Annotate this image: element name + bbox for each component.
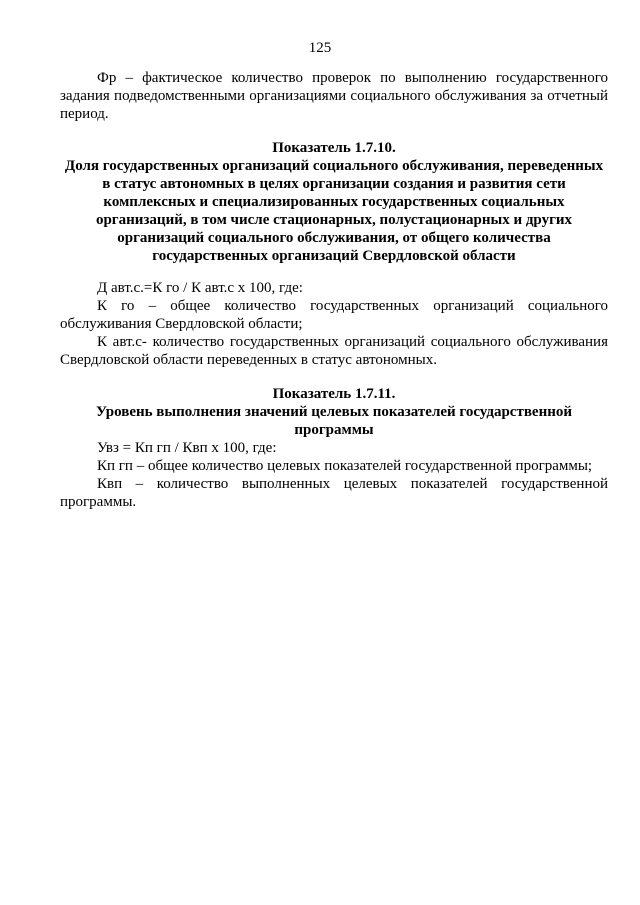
indicator-1-7-11-definition-kpgp: Кп гп – общее количество целевых показателей государственной программы;	[97, 458, 593, 474]
indicator-1-7-11-title: Уровень выполнения значений целевых показателей государственной программы	[95, 404, 573, 438]
indicator-1-7-10-formula: Д авт.с.=К го / К авт.с х 100, где:	[97, 280, 303, 296]
fr-definition-paragraph: Фр – фактическое количество проверок по выполнению государственного задания подведомственными организациями социального обслуживания за отчетный период.	[60, 70, 608, 122]
page-number: 125	[308, 40, 332, 56]
indicator-1-7-10-title: Доля государственных организаций социального обслуживания, переведенных в статус автономных в целях организации создания и развития сети комплексных и специализированных государственных социальных организаций, в том числе стационарных, полустационарных и других организаций социального обслуживания, от общего количества государственных организаций Свердловской области	[64, 158, 604, 264]
indicator-1-7-11-formula: Увз = Кп гп / Квп х 100, где:	[97, 440, 277, 456]
indicator-1-7-11-label: Показатель 1.7.11.	[272, 386, 396, 402]
indicator-1-7-10-section	[60, 139, 608, 369]
indicator-1-7-10-label: Показатель 1.7.10.	[272, 140, 396, 156]
indicator-1-7-11-section	[60, 385, 608, 511]
indicator-1-7-11-definition-kvp: Квп – количество выполненных целевых показателей государственной программы.	[60, 476, 608, 510]
document-body	[60, 69, 608, 511]
indicator-1-7-10-definition-kgo: К го – общее количество государственных организаций социального обслуживания Свердловской области;	[60, 298, 608, 332]
indicator-1-7-10-definition-kavt: К авт.с- количество государственных организаций социального обслуживания Свердловской области переведенных в статус автономных.	[60, 334, 608, 368]
